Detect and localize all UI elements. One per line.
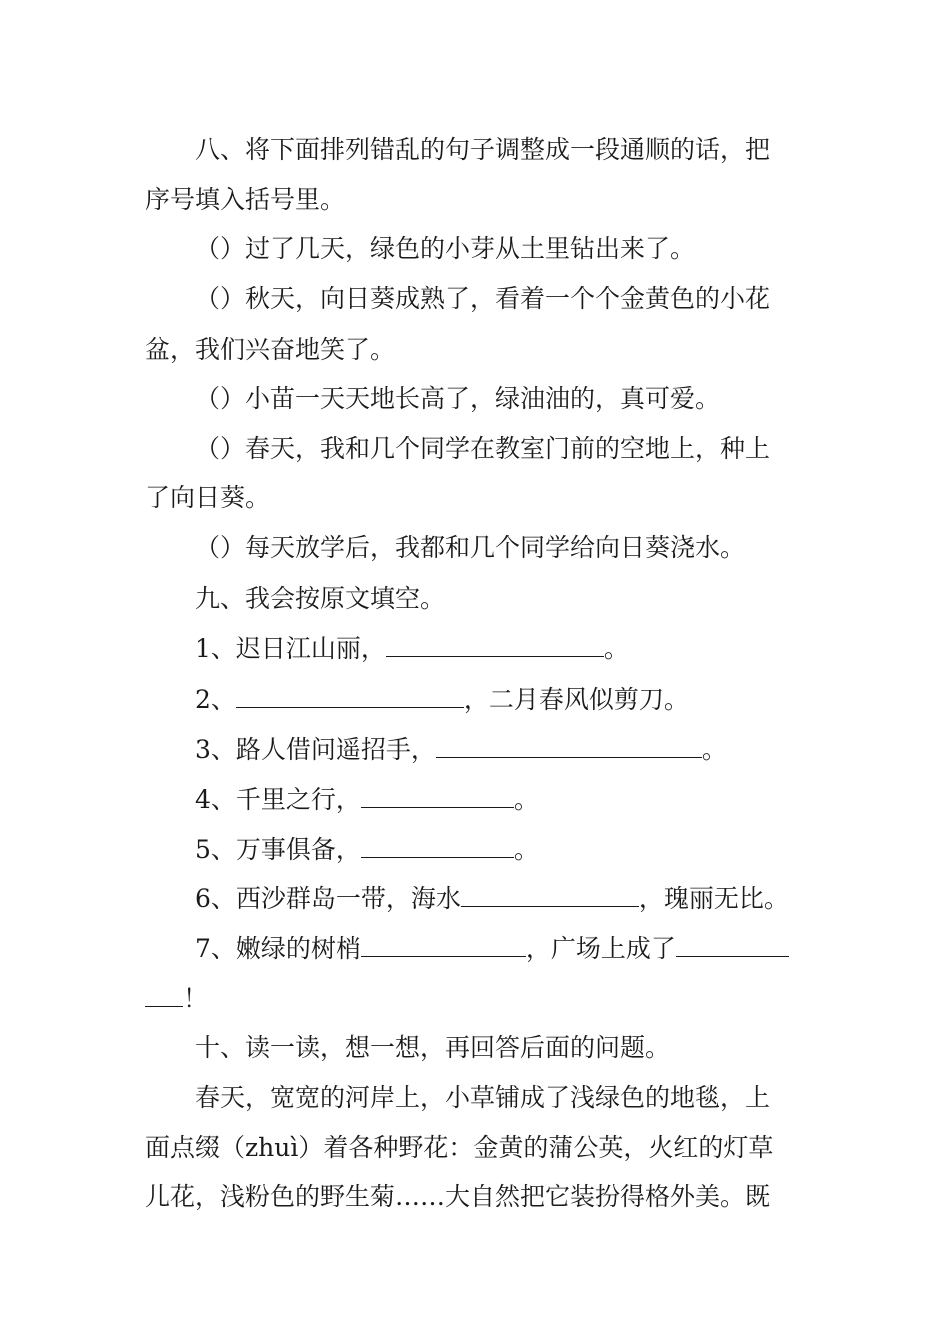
section8-item-1: （）过了几天，绿色的小芽从土里钻出来了。 <box>195 234 696 263</box>
section8-item-5: （）每天放学后，我都和几个同学给向日葵浇水。 <box>195 533 746 562</box>
answer-blank-2[interactable] <box>236 685 464 708</box>
answer-blank-7b[interactable] <box>676 934 789 957</box>
section8-title-line1 <box>195 133 805 167</box>
fill-question-1: 1、迟日江山丽， 。 <box>195 634 629 663</box>
reading-passage-line-1: 春天，宽宽的河岸上，小草铺成了浅绿色的地毯，上 <box>195 1083 771 1112</box>
section8-item-2-line2: 盆，我们兴奋地笑了。 <box>145 335 396 364</box>
answer-blank-3[interactable] <box>436 735 702 758</box>
fill-question-4: 4、千里之行， 。 <box>195 785 539 814</box>
fill-question-2: 2、 ，二月春风似剪刀。 <box>195 685 689 714</box>
section9-title: 九、我会按原文填空。 <box>195 584 446 613</box>
answer-blank-4[interactable] <box>361 785 514 808</box>
reading-passage-line-3: 儿花，浅粉色的野生菊……大自然把它装扮得格外美。既 <box>145 1182 771 1211</box>
section8-item-4-line1: （）春天，我和几个同学在教室门前的空地上，种上 <box>195 434 771 463</box>
answer-blank-7a[interactable] <box>361 934 526 957</box>
section8-item-4-line2: 了向日葵。 <box>145 483 271 512</box>
fill-question-7: 7、嫩绿的树梢 ，广场上成了 <box>195 932 807 966</box>
section8-item-3: （）小苗一天天地长高了，绿油油的，真可爱。 <box>195 384 721 413</box>
answer-blank-7b-continued[interactable] <box>145 984 183 1007</box>
answer-blank-5[interactable] <box>361 835 514 858</box>
reading-passage-line-2: 面点缀（zhuì）着各种野花：金黄的蒲公英，火红的灯草 <box>145 1133 774 1162</box>
answer-blank-1[interactable] <box>386 634 604 657</box>
section8-title-text: 八、将下面排列错乱的句子调整成一段通顺的话，把 <box>195 135 771 164</box>
fill-question-7-continued: ！ <box>145 982 805 1016</box>
fill-question-6: 6、西沙群岛一带，海水 ，瑰丽无比。 <box>195 884 789 913</box>
section10-title: 十、读一读，想一想，再回答后面的问题。 <box>195 1033 671 1062</box>
answer-blank-6[interactable] <box>461 884 639 907</box>
fill-question-3: 3、路人借问遥招手， 。 <box>195 735 727 764</box>
section8-item-2-line1: （）秋天，向日葵成熟了，看着一个个金黄色的小花 <box>195 284 771 313</box>
fill-question-5: 5、万事俱备， 。 <box>195 835 539 864</box>
section8-title-line2: 序号填入括号里。 <box>145 185 346 214</box>
